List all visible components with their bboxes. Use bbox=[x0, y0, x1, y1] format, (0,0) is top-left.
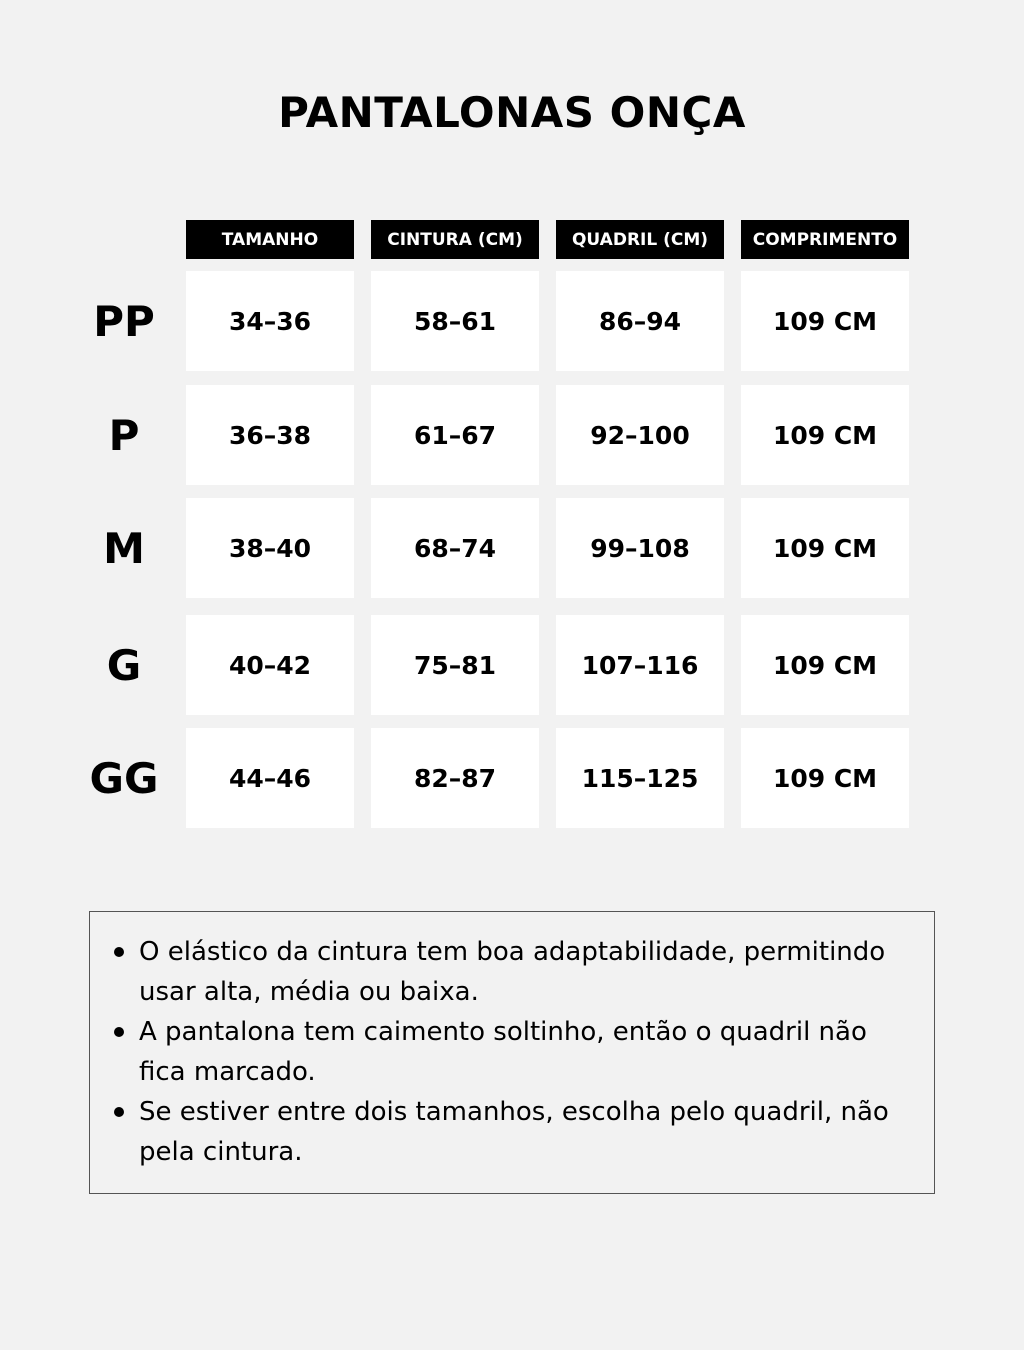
page-title: PANTALONAS ONÇA bbox=[278, 88, 746, 137]
table-cell: 61–67 bbox=[371, 385, 539, 485]
table-cell: 115–125 bbox=[556, 728, 724, 828]
table-cell: 109 CM bbox=[741, 271, 909, 371]
note-text: Se estiver entre dois tamanhos, escolha pelo quadril, não pela cintura. bbox=[139, 1097, 889, 1167]
table-cell: 34–36 bbox=[186, 271, 354, 371]
size-label-p: P bbox=[108, 410, 140, 460]
bullet-icon bbox=[114, 1027, 124, 1037]
header-comprimento: COMPRIMENTO bbox=[741, 220, 909, 259]
bullet-icon bbox=[114, 1107, 124, 1117]
table-cell: 92–100 bbox=[556, 385, 724, 485]
table-cell: 107–116 bbox=[556, 615, 724, 715]
size-label-g: G bbox=[106, 640, 142, 690]
table-cell: 99–108 bbox=[556, 498, 724, 598]
list-item bbox=[110, 1012, 904, 1092]
size-label-m: M bbox=[103, 523, 145, 573]
table-cell: 44–46 bbox=[186, 728, 354, 828]
header-tamanho: TAMANHO bbox=[186, 220, 354, 259]
table-cell: 75–81 bbox=[371, 615, 539, 715]
table-cell: 40–42 bbox=[186, 615, 354, 715]
list-item bbox=[110, 1092, 904, 1172]
table-cell: 109 CM bbox=[741, 498, 909, 598]
table-cell: 36–38 bbox=[186, 385, 354, 485]
table-cell: 109 CM bbox=[741, 385, 909, 485]
note-text: A pantalona tem caimento soltinho, então o quadril não fica marcado. bbox=[139, 1017, 867, 1087]
table-cell: 38–40 bbox=[186, 498, 354, 598]
size-label-pp: PP bbox=[93, 296, 155, 346]
note-text: O elástico da cintura tem boa adaptabilidade, permitindo usar alta, média ou baixa. bbox=[139, 937, 886, 1007]
notes-list bbox=[110, 932, 904, 1172]
table-cell: 109 CM bbox=[741, 615, 909, 715]
table-cell: 68–74 bbox=[371, 498, 539, 598]
list-item bbox=[110, 932, 904, 1012]
table-cell: 86–94 bbox=[556, 271, 724, 371]
size-label-gg: GG bbox=[89, 753, 159, 803]
header-cintura: CINTURA (CM) bbox=[371, 220, 539, 259]
table-cell: 58–61 bbox=[371, 271, 539, 371]
table-cell: 109 CM bbox=[741, 728, 909, 828]
header-quadril: QUADRIL (CM) bbox=[556, 220, 724, 259]
table-cell: 82–87 bbox=[371, 728, 539, 828]
notes-box bbox=[89, 911, 935, 1194]
bullet-icon bbox=[114, 947, 124, 957]
